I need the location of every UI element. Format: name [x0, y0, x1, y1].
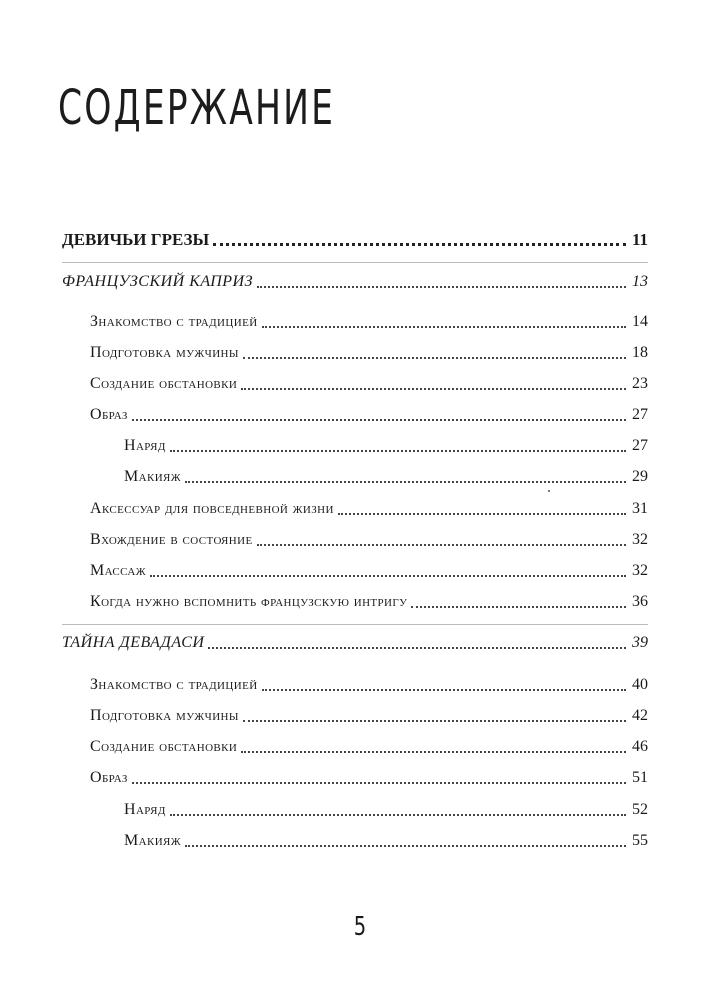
- toc-section-entry: [90, 530, 648, 550]
- dot-leader: [185, 845, 626, 847]
- toc-entry-page: 14: [632, 313, 648, 330]
- toc-section-entry: [90, 561, 648, 581]
- dot-leader: [241, 388, 626, 390]
- toc-entry-label: Когда нужно вспомнить французскую интригу: [90, 593, 408, 610]
- print-speck: [548, 490, 550, 492]
- toc-section-entry: [90, 737, 648, 757]
- toc-subsection-entry: [124, 831, 648, 851]
- toc-entry-page: 32: [632, 562, 648, 579]
- dot-leader: [132, 419, 626, 421]
- dot-leader: [170, 450, 626, 452]
- toc-entry-page: 36: [632, 593, 648, 610]
- dot-leader: [243, 357, 626, 359]
- toc-entry-page: 52: [632, 801, 648, 818]
- toc-entry-label: Подготовка мужчины: [90, 344, 239, 361]
- section-divider: [62, 624, 648, 625]
- dot-leader: [262, 326, 626, 328]
- toc-chapter-entry: [62, 272, 648, 292]
- toc-entry-label: Вхождение в состояние: [90, 531, 253, 548]
- toc-entry-page: 27: [632, 406, 648, 423]
- toc-entry-label: Наряд: [124, 437, 166, 454]
- toc-section-entry: [90, 343, 648, 363]
- dot-leader: [411, 606, 626, 608]
- toc-entry-page: 29: [632, 468, 648, 485]
- toc-entry-label: Знакомство с традицией: [90, 313, 258, 330]
- toc-entry-label: Образ: [90, 769, 128, 786]
- toc-entry-label: Массаж: [90, 562, 146, 579]
- toc-entry-label: Образ: [90, 406, 128, 423]
- dot-leader: [132, 782, 626, 784]
- dot-leader: [213, 243, 626, 246]
- toc-chapter-entry: [62, 633, 648, 653]
- dot-leader: [241, 751, 626, 753]
- toc-entry-label: Наряд: [124, 801, 166, 818]
- toc-entry-label: Макияж: [124, 832, 182, 849]
- toc-entry-page: 18: [632, 344, 648, 361]
- dot-leader: [338, 513, 626, 515]
- toc-section-entry: [90, 675, 648, 695]
- toc-entry-label: Макияж: [124, 468, 182, 485]
- toc-subsection-entry: [124, 436, 648, 456]
- toc-entry-page: 55: [632, 832, 648, 849]
- toc-entry-page: 32: [632, 531, 648, 548]
- toc-section-entry: [90, 768, 648, 788]
- toc-entry-page: 31: [632, 500, 648, 517]
- section-divider: [62, 262, 648, 263]
- dot-leader: [185, 481, 626, 483]
- toc-section-entry: [90, 405, 648, 425]
- dot-leader: [243, 720, 626, 722]
- toc-entry-label: Знакомство с традицией: [90, 676, 258, 693]
- toc-entry-label: Подготовка мужчины: [90, 707, 239, 724]
- dot-leader: [257, 286, 626, 288]
- dot-leader: [150, 575, 626, 577]
- toc-section-entry: [90, 706, 648, 726]
- toc-section-entry: [90, 374, 648, 394]
- toc-entry-page: 27: [632, 437, 648, 454]
- dot-leader: [257, 544, 626, 546]
- toc-entry-page: 51: [632, 769, 648, 786]
- toc-entry-label: Аксессуар для повседневной жизни: [90, 500, 334, 517]
- dot-leader: [170, 814, 626, 816]
- toc-entry-page: 13: [632, 273, 648, 290]
- toc-subsection-entry: [124, 467, 648, 487]
- toc-part-entry: [62, 230, 648, 250]
- dot-leader: [208, 647, 626, 649]
- toc-subsection-entry: [124, 800, 648, 820]
- toc-section-entry: [90, 592, 648, 612]
- toc-section-entry: [90, 499, 648, 519]
- page-title: СОДЕРЖАНИЕ: [58, 80, 336, 136]
- toc-entry-page: 40: [632, 676, 648, 693]
- toc-entry-label: ФРАНЦУЗСКИЙ КАПРИЗ: [62, 273, 254, 290]
- page-number: 5: [353, 912, 367, 942]
- toc-entry-page: 11: [631, 230, 648, 249]
- toc-entry-label: ТАЙНА ДЕВАДАСИ: [62, 634, 205, 651]
- toc-entry-page: 39: [632, 634, 648, 651]
- toc-section-entry: [90, 312, 648, 332]
- toc-entry-label: Создание обстановки: [90, 738, 238, 755]
- toc-entry-page: 23: [632, 375, 648, 392]
- toc-entry-page: 46: [632, 738, 648, 755]
- dot-leader: [262, 689, 626, 691]
- toc-entry-label: Создание обстановки: [90, 375, 238, 392]
- toc-entry-page: 42: [632, 707, 648, 724]
- toc-entry-label: ДЕВИЧЬИ ГРЕЗЫ: [62, 230, 210, 249]
